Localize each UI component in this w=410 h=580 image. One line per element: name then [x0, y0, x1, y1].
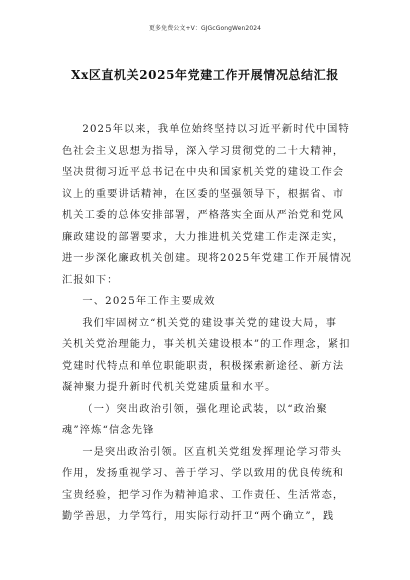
text-line: 凝神聚力提升新时代机关党建质量和水平。 [62, 382, 277, 393]
header-note: 更多免费公文+V：GJGcGongWen2024 [148, 25, 262, 32]
text-line: 色社会主义思想为指导，深入学习贯彻党的二十大精神， [62, 145, 345, 157]
text-line: 党建时代特点和单位职能职责，积极探索新途径、新方法 [62, 360, 345, 372]
text-line: 廉政建设的部署要求，大力推进机关党建工作走深走实， [62, 231, 345, 243]
subsection-heading-1 [62, 399, 352, 442]
text-line: 作用，发扬重视学习、善于学习、学以致用的优良传统和 [62, 468, 345, 479]
heading-line: 一、2025年工作主要成效 [82, 296, 216, 307]
text-line: 机关工委的总体安排部署，严格落实全面从严治党和党风 [62, 210, 345, 221]
document-title: Xx区直机关2025年党建工作开展情况总结汇报 [71, 68, 339, 82]
text-line: 勤学善思，力学笃行，用实际行动扞卫“两个确立”，践 [62, 511, 335, 522]
text-line: 汇报如下： [62, 274, 119, 286]
paragraph-intro [62, 119, 352, 291]
paragraph-political-leadership [62, 442, 352, 528]
heading-line: 魂”淬炼“信念先锋 [62, 425, 155, 436]
paragraph-achievements [62, 313, 352, 399]
text-line: 进一步深化廉政机关创建。现将2025年党建工作开展情况 [62, 253, 352, 264]
text-line: 2025年以来，我单位始终坚持以习近平新时代中国特 [82, 124, 350, 135]
text-line: 关机关党治理能力，事关机关建设根本”的工作理念，紧扣 [62, 339, 351, 350]
section-heading-1 [62, 291, 352, 313]
document-body [62, 119, 352, 528]
text-line: 一是突出政治引领。区直机关党组发挥理论学习带头 [82, 446, 343, 458]
heading-line: （一）突出政治引领，强化理论武装，以“政治聚 [82, 403, 328, 415]
text-line: 我们牢固树立“机关党的建设事关党的建设大局，事 [82, 317, 338, 329]
text-line: 议上的重要讲话精神，在区委的坚强领导下，根据省、市 [62, 188, 345, 200]
text-line: 坚决贯彻习近平总书记在中央和国家机关党的建设工作会 [62, 167, 345, 178]
text-line: 宝贵经验，把学习作为精神追求、工作责任、生活常态， [62, 489, 345, 501]
